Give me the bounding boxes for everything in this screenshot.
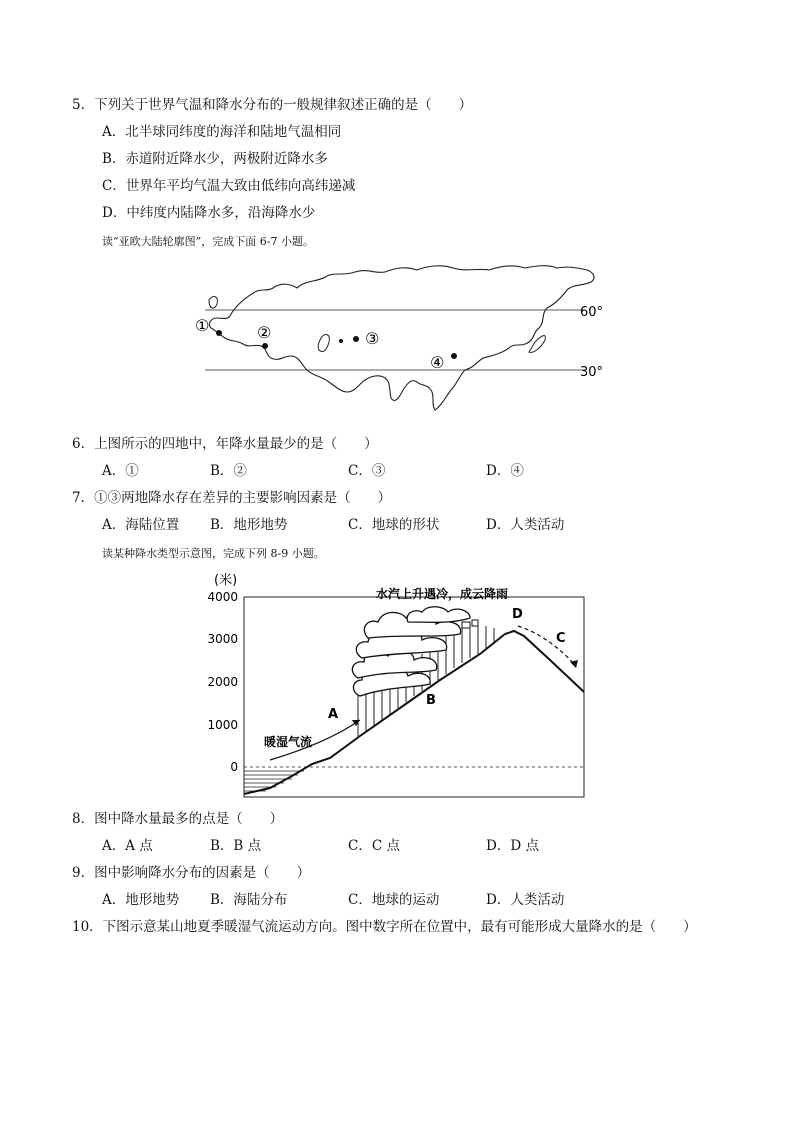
q7-option-b[interactable]: B．地形地势 [210,517,288,533]
cloud-fragment-2 [472,620,478,626]
point-4-marker [451,353,457,359]
q7-option-c[interactable]: C．地球的形状 [348,517,440,533]
point-1-label: ① [195,316,210,335]
label-a: A [328,707,339,722]
q9-option-b[interactable]: B．海陆分布 [210,892,288,908]
q8-option-a[interactable]: A．A 点 [102,838,153,854]
q5-stem: 5．下列关于世界气温和降水分布的一般规律叙述正确的是（ ） [72,97,473,113]
q10-stem: 10．下图示意某山地夏季暖湿气流运动方向。图中数字所在位置中，最有可能形成大量降水的是（ ） [72,919,697,935]
label-b: B [426,693,436,708]
ytick-2000: 2000 [207,675,238,689]
latitude-60-label: 60° [580,305,604,320]
q6-option-c[interactable]: C．③ [348,463,386,479]
q5-option-d[interactable]: D．中纬度内陆降水多，沿海降水少 [102,205,316,221]
q9-option-c[interactable]: C．地球的运动 [348,892,440,908]
q6-option-d[interactable]: D．④ [486,463,524,479]
q8-option-d[interactable]: D．D 点 [486,838,539,854]
label-c: C [556,631,566,646]
eurasia-outline-map [195,258,615,423]
mountain-profile [244,631,584,794]
cloud-fragment [462,622,470,628]
point-3-marker [353,336,359,342]
point-2-marker [262,343,268,349]
q9-stem: 9．图中影响降水分布的因素是（ ） [72,865,311,881]
q5-option-c[interactable]: C．世界年平均气温大致由低纬向高纬递减 [102,178,356,194]
q6-option-a[interactable]: A．① [102,463,139,479]
q5-option-b[interactable]: B．赤道附近降水少，两极附近降水多 [102,151,328,167]
q8-option-b[interactable]: B．B 点 [210,838,262,854]
ytick-1000: 1000 [207,718,238,732]
latitude-30-label: 30° [580,365,604,380]
q7-option-d[interactable]: D．人类活动 [486,517,565,533]
q8-option-c[interactable]: C．C 点 [348,838,400,854]
point-3-label: ③ [365,329,380,348]
clouds [352,607,470,696]
label-d: D [512,607,523,622]
british-isles [209,297,217,309]
diagram-title: 水汽上升遇冷，成云降雨 [376,587,509,601]
airflow-label: 暖湿气流 [264,735,313,749]
q6-stem: 6．上图所示的四地中，年降水量最少的是（ ） [72,436,378,452]
point-2-label: ② [257,323,272,342]
unit-label: (米) [214,573,238,588]
ytick-3000: 3000 [207,632,238,646]
leeward-arrow [518,626,574,664]
reading-instruction-diagram: 读某种降水类型示意图，完成下列 8-9 小题。 [102,547,325,560]
q9-option-d[interactable]: D．人类活动 [486,892,565,908]
ytick-0: 0 [230,760,238,774]
q8-stem: 8．图中降水量最多的点是（ ） [72,811,284,827]
q7-stem: 7．①③两地降水存在差异的主要影响因素是（ ） [72,490,392,506]
ytick-4000: 4000 [207,590,238,604]
q9-option-a[interactable]: A．地形地势 [102,892,180,908]
point-1-marker [216,330,222,336]
point-4-label: ④ [430,353,445,372]
japan-islands [529,336,545,353]
orographic-rain-diagram [200,568,590,803]
caspian-sea [318,335,329,352]
q6-option-b[interactable]: B．② [210,463,247,479]
reading-instruction-map: 读“亚欧大陆轮廓图”，完成下面 6-7 小题。 [102,235,314,248]
q7-option-a[interactable]: A．海陆位置 [102,517,180,533]
small-marker [339,339,343,343]
q5-option-a[interactable]: A．北半球同纬度的海洋和陆地气温相同 [102,124,342,140]
